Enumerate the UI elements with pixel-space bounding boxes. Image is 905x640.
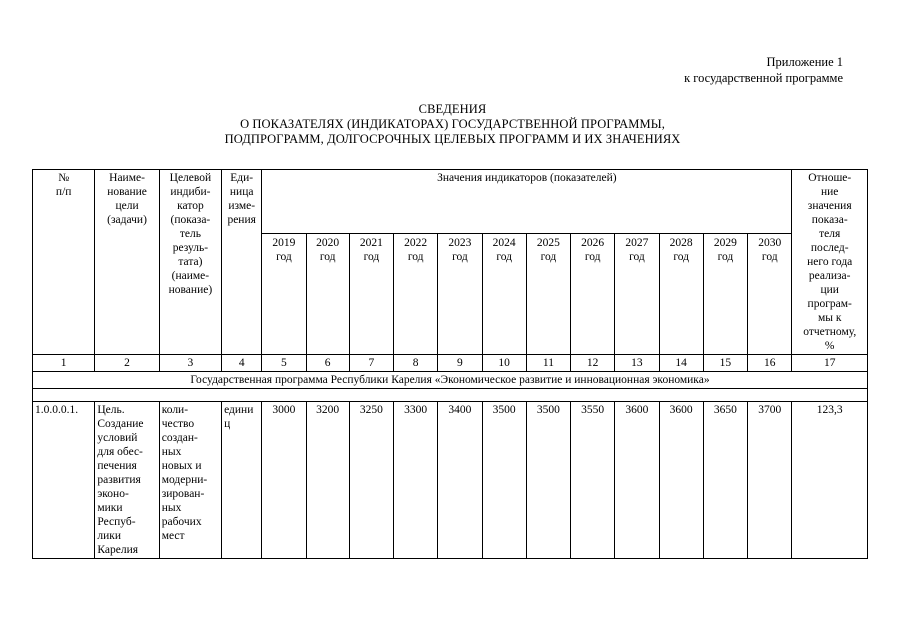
row-indicator bbox=[159, 402, 221, 559]
year-suffix: год bbox=[540, 251, 557, 264]
goal-line: Создание bbox=[97, 418, 144, 430]
header-year-2029 bbox=[703, 234, 747, 355]
year-suffix: год bbox=[319, 251, 336, 264]
year-suffix: год bbox=[673, 251, 690, 264]
year-suffix: год bbox=[629, 251, 645, 264]
header-text-line: % bbox=[824, 340, 835, 352]
header-text-line: катор bbox=[177, 200, 204, 212]
column-number: 2 bbox=[95, 355, 159, 372]
header-text-line: цели bbox=[115, 200, 139, 212]
row-unit: единиц bbox=[222, 402, 262, 559]
column-number: 8 bbox=[394, 355, 438, 372]
column-number: 7 bbox=[349, 355, 393, 372]
column-number: 16 bbox=[748, 355, 792, 372]
header-text-line: п/п bbox=[55, 186, 72, 198]
header-text-line: изме- bbox=[228, 200, 256, 212]
column-number: 14 bbox=[659, 355, 703, 372]
goal-line: лики bbox=[97, 530, 121, 542]
year-label: 2025 bbox=[536, 237, 560, 250]
header-values-group: Значения индикаторов (показателей) bbox=[262, 170, 792, 234]
header-row-1 bbox=[33, 170, 868, 234]
row-value-2030: 3700 bbox=[748, 402, 792, 559]
column-numbers-row bbox=[33, 355, 868, 372]
year-suffix: год bbox=[407, 251, 424, 264]
document-title bbox=[0, 102, 905, 147]
row-value-2027: 3600 bbox=[615, 402, 659, 559]
row-value-2019: 3000 bbox=[262, 402, 306, 559]
header-indicator bbox=[159, 170, 221, 355]
header-year-2026 bbox=[571, 234, 615, 355]
header-year-2021 bbox=[349, 234, 393, 355]
column-number: 13 bbox=[615, 355, 659, 372]
header-text-line: послед- bbox=[810, 242, 849, 254]
goal-line: условий bbox=[97, 432, 138, 444]
goal-line: для обес- bbox=[97, 446, 143, 458]
row-value-2025: 3500 bbox=[526, 402, 570, 559]
header-text-line: Целевой bbox=[169, 172, 212, 184]
year-label: 2027 bbox=[625, 237, 649, 250]
header-text-line: теля bbox=[819, 228, 841, 240]
header-year-2019 bbox=[262, 234, 306, 355]
column-number: 1 bbox=[33, 355, 95, 372]
year-suffix: год bbox=[363, 251, 380, 264]
column-number: 3 bbox=[159, 355, 221, 372]
year-suffix: год bbox=[717, 251, 734, 264]
goal-line: Респуб- bbox=[97, 516, 136, 528]
row-value-2020: 3200 bbox=[306, 402, 349, 559]
header-year-2030 bbox=[748, 234, 792, 355]
spacer-row bbox=[33, 389, 868, 402]
header-text-line: тель bbox=[179, 228, 201, 240]
indicator-line: модерни- bbox=[161, 474, 208, 486]
row-ratio: 123,3 bbox=[792, 402, 868, 559]
column-number: 17 bbox=[792, 355, 868, 372]
header-text-line: № bbox=[58, 172, 70, 184]
header-text-line: ница bbox=[229, 186, 254, 198]
indicator-line: ных bbox=[161, 446, 182, 458]
row-value-2021: 3250 bbox=[349, 402, 393, 559]
year-label: 2026 bbox=[581, 237, 605, 250]
year-label: 2023 bbox=[448, 237, 472, 250]
header-text-line: (задачи) bbox=[107, 214, 147, 226]
title-line-2: О ПОКАЗАТЕЛЯХ (ИНДИКАТОРАХ) ГОСУДАРСТВЕННОЙ ПРОГРАММЫ, bbox=[240, 117, 665, 131]
row-value-2022: 3300 bbox=[394, 402, 438, 559]
header-year-2027 bbox=[615, 234, 659, 355]
year-label: 2029 bbox=[713, 237, 737, 250]
goal-line: мики bbox=[97, 502, 123, 514]
year-suffix: год bbox=[496, 251, 513, 264]
column-number: 6 bbox=[306, 355, 349, 372]
appendix-line-1: Приложение 1 bbox=[766, 55, 843, 69]
title-line-3: ПОДПРОГРАММ, ДОЛГОСРОЧНЫХ ЦЕЛЕВЫХ ПРОГРАММ И ИХ ЗНАЧЕНИЯХ bbox=[224, 132, 681, 146]
year-suffix: год bbox=[761, 251, 778, 264]
header-year-2023 bbox=[438, 234, 482, 355]
header-goal bbox=[95, 170, 159, 355]
program-name: Государственная программа Республики Карелия «Экономическое развитие и инновационная экономика» bbox=[33, 372, 868, 389]
goal-line: развития bbox=[97, 474, 141, 486]
header-text-line: показа- bbox=[811, 214, 848, 226]
header-num bbox=[33, 170, 95, 355]
row-value-2023: 3400 bbox=[438, 402, 482, 559]
row-goal bbox=[95, 402, 159, 559]
goal-line: Карелия bbox=[97, 544, 139, 556]
year-label: 2030 bbox=[758, 237, 782, 250]
column-number: 4 bbox=[222, 355, 262, 372]
indicators-table bbox=[32, 169, 868, 559]
column-number: 12 bbox=[571, 355, 615, 372]
column-number: 15 bbox=[703, 355, 747, 372]
column-number: 5 bbox=[262, 355, 306, 372]
program-row bbox=[33, 372, 868, 389]
header-text-line: индиби- bbox=[170, 186, 211, 198]
title-line-1: СВЕДЕНИЯ bbox=[418, 102, 487, 116]
header-year-2028 bbox=[659, 234, 703, 355]
header-year-2022 bbox=[394, 234, 438, 355]
header-text-line: ции bbox=[820, 284, 839, 296]
year-label: 2028 bbox=[669, 237, 693, 250]
row-value-2029: 3650 bbox=[703, 402, 747, 559]
year-label: 2021 bbox=[359, 237, 383, 250]
header-unit bbox=[222, 170, 262, 355]
column-number: 9 bbox=[438, 355, 482, 372]
indicator-line: ных bbox=[161, 502, 182, 514]
column-number: 11 bbox=[526, 355, 570, 372]
indicator-line: коли- bbox=[161, 404, 189, 416]
header-year-2025 bbox=[526, 234, 570, 355]
header-text-line: Отноше- bbox=[808, 172, 852, 184]
header-text-line: Еди- bbox=[230, 172, 254, 184]
row-value-2024: 3500 bbox=[482, 402, 526, 559]
indicator-line: чество bbox=[161, 418, 195, 430]
row-value-2028: 3600 bbox=[659, 402, 703, 559]
header-text-line: реализа- bbox=[808, 270, 851, 282]
year-suffix: год bbox=[276, 251, 292, 264]
appendix-note bbox=[684, 54, 843, 86]
indicator-line: новых и bbox=[161, 460, 202, 472]
appendix-line-2: к государственной программе bbox=[684, 71, 843, 85]
year-label: 2024 bbox=[492, 237, 516, 250]
header-year-2024 bbox=[482, 234, 526, 355]
row-num: 1.0.0.0.1. bbox=[33, 402, 95, 559]
indicator-line: создан- bbox=[161, 432, 198, 444]
row-value-2026: 3550 bbox=[571, 402, 615, 559]
header-ratio bbox=[792, 170, 868, 355]
header-text-line: резуль- bbox=[172, 242, 209, 254]
header-text-line: нование bbox=[107, 186, 147, 198]
header-text-line: рения bbox=[227, 214, 256, 226]
year-label: 2022 bbox=[404, 237, 428, 250]
header-text-line: мы к bbox=[817, 312, 842, 324]
goal-line: печения bbox=[97, 460, 137, 472]
header-text-line: програм- bbox=[807, 298, 852, 310]
header-text-line: тата) bbox=[178, 256, 203, 268]
header-text-line: ние bbox=[821, 186, 839, 198]
header-text-line: нование) bbox=[168, 284, 213, 296]
table-row bbox=[33, 402, 868, 559]
indicator-line: рабочих bbox=[161, 516, 202, 528]
column-number: 10 bbox=[482, 355, 526, 372]
year-suffix: год bbox=[452, 251, 468, 264]
header-text-line: Наиме- bbox=[109, 172, 145, 184]
indicator-line: мест bbox=[161, 530, 185, 542]
header-text-line: (показа- bbox=[170, 214, 211, 226]
header-text-line: значения bbox=[807, 200, 852, 212]
header-text-line: него года bbox=[807, 256, 853, 268]
goal-line: эконо- bbox=[97, 488, 129, 500]
header-year-2020 bbox=[306, 234, 349, 355]
year-label: 2020 bbox=[316, 237, 340, 250]
indicator-line: зирован- bbox=[161, 488, 205, 500]
year-suffix: год bbox=[584, 251, 601, 264]
goal-line: Цель. bbox=[97, 404, 125, 416]
header-text-line: (наиме- bbox=[171, 270, 210, 282]
year-label: 2019 bbox=[272, 237, 296, 250]
header-text-line: отчетному, bbox=[803, 326, 857, 338]
